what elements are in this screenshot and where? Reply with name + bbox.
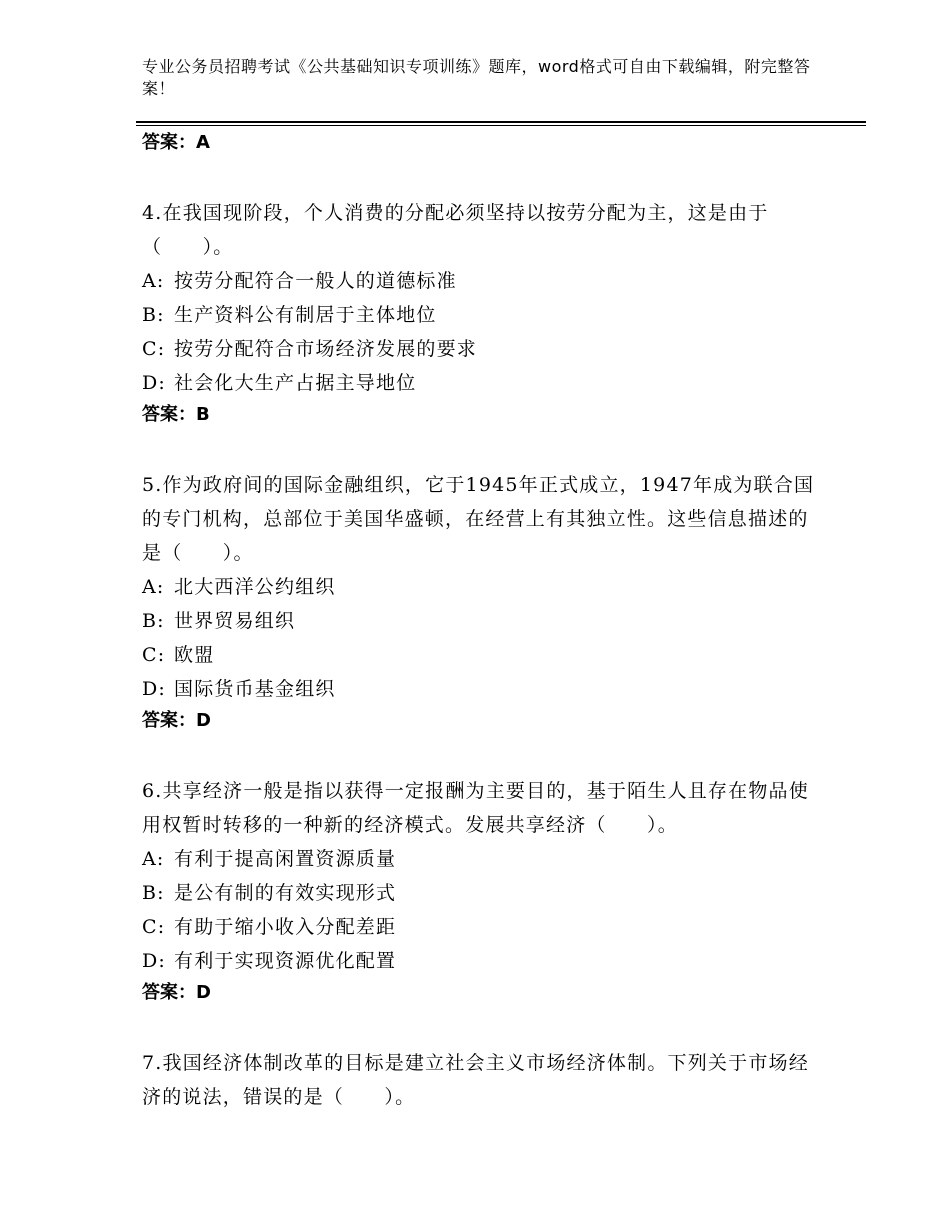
- option-letter: C:: [142, 338, 166, 360]
- option-text: 北大西洋公约组织: [174, 576, 336, 598]
- question-stem: 4.在我国现阶段，个人消费的分配必须坚持以按劳分配为主，这是由于（ ）。: [142, 202, 769, 258]
- option-d: [142, 366, 822, 400]
- page-header: 专业公务员招聘考试《公共基础知识专项训练》题库，word格式可自由下载编辑，附完整答案！: [142, 57, 811, 98]
- question-item: [142, 774, 822, 1008]
- question-stem: 6.共享经济一般是指以获得一定报酬为主要目的，基于陌生人且存在物品使用权暂时转移的一种新的经济模式。发展共享经济（ ）。: [142, 780, 809, 836]
- header-divider: [136, 121, 866, 126]
- question-stem: 5.作为政府间的国际金融组织，它于1945年正式成立，1947年成为联合国的专门机构，总部位于美国华盛顿，在经营上有其独立性。这些信息描述的是（ ）。: [142, 474, 815, 564]
- option-letter: C:: [142, 644, 166, 666]
- option-letter: B:: [142, 304, 165, 326]
- option-text: 国际货币基金组织: [174, 678, 336, 700]
- option-b: [142, 876, 822, 910]
- option-text: 生产资料公有制居于主体地位: [174, 304, 437, 326]
- option-text: 按劳分配符合一般人的道德标准: [174, 270, 457, 292]
- answer-line: 答案：B: [142, 404, 210, 425]
- option-letter: A:: [142, 576, 165, 598]
- option-letter: D:: [142, 950, 167, 972]
- option-letter: A:: [142, 270, 165, 292]
- option-letter: D:: [142, 372, 167, 394]
- option-d: [142, 944, 822, 978]
- option-c: [142, 638, 822, 672]
- option-b: [142, 604, 822, 638]
- option-c: [142, 332, 822, 366]
- option-a: [142, 570, 822, 604]
- question-item: [142, 468, 822, 736]
- option-text: 有助于缩小收入分配差距: [174, 916, 397, 938]
- option-c: [142, 910, 822, 944]
- question-item: [142, 1046, 822, 1114]
- option-letter: A:: [142, 848, 165, 870]
- option-letter: B:: [142, 882, 165, 904]
- answer-line: 答案：A: [142, 132, 210, 153]
- question-stem: 7.我国经济体制改革的目标是建立社会主义市场经济体制。下列关于市场经济的说法，错误的是（ ）。: [142, 1052, 809, 1108]
- option-text: 欧盟: [174, 644, 215, 666]
- option-letter: D:: [142, 678, 167, 700]
- question-item: [142, 196, 822, 430]
- option-letter: B:: [142, 610, 165, 632]
- option-a: [142, 264, 822, 298]
- option-b: [142, 298, 822, 332]
- option-text: 是公有制的有效实现形式: [174, 882, 397, 904]
- option-text: 有利于提高闲置资源质量: [174, 848, 397, 870]
- option-text: 有利于实现资源优化配置: [174, 950, 397, 972]
- option-d: [142, 672, 822, 706]
- option-text: 世界贸易组织: [174, 610, 296, 632]
- question-list: [142, 128, 822, 1114]
- option-text: 社会化大生产占据主导地位: [174, 372, 417, 394]
- answer-line: 答案：D: [142, 982, 211, 1003]
- option-letter: C:: [142, 916, 166, 938]
- option-a: [142, 842, 822, 876]
- answer-line: 答案：D: [142, 710, 211, 731]
- option-text: 按劳分配符合市场经济发展的要求: [174, 338, 478, 360]
